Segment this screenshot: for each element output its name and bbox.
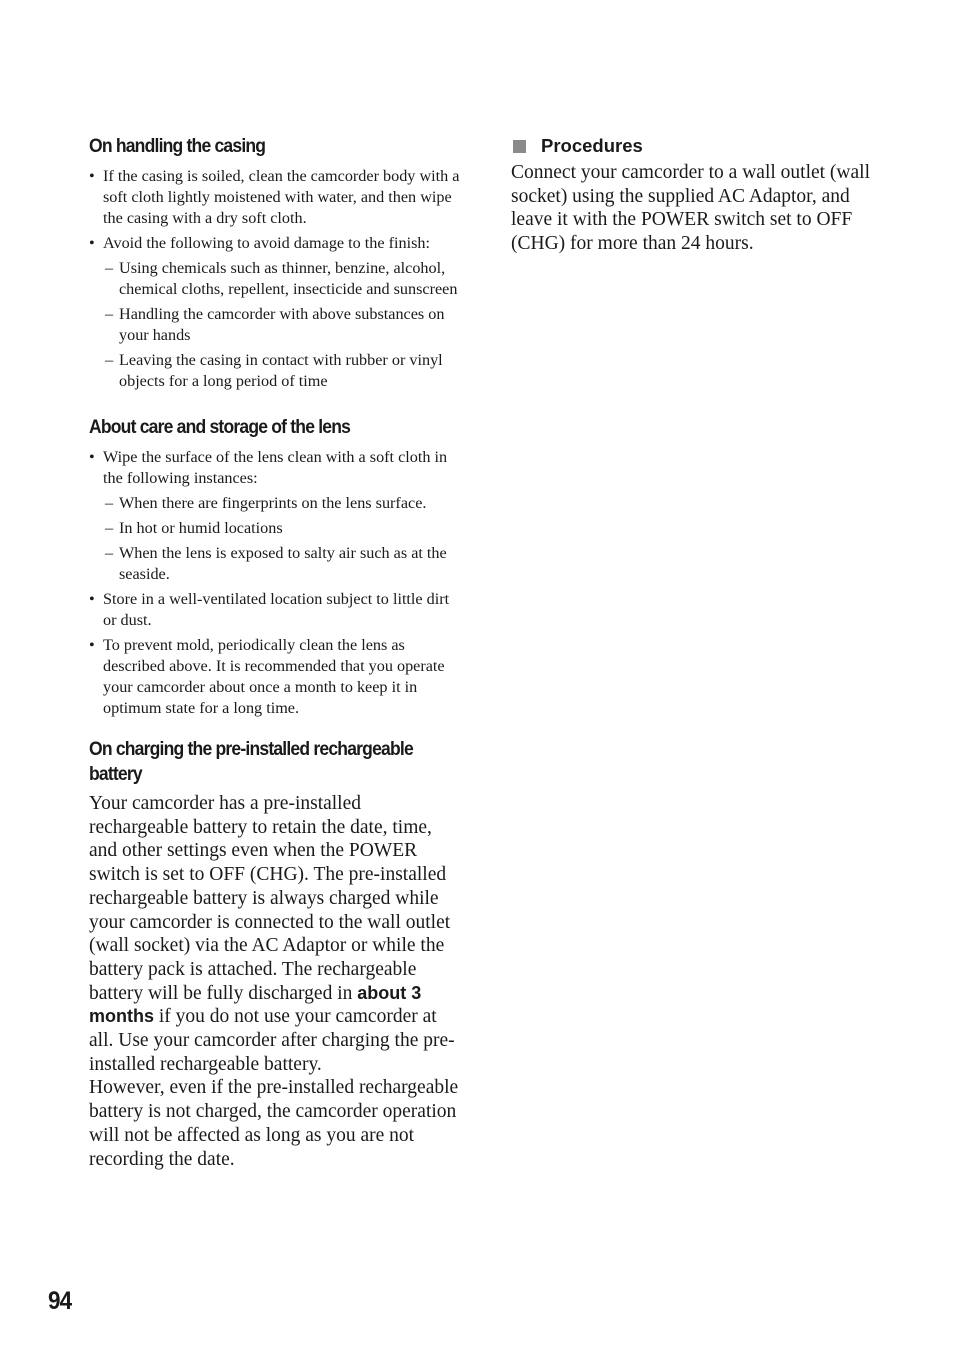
sub-list-item: – Using chemicals such as thinner, benzine, alcohol, chemical cloths, repellent, insecticide and sunscreen: [103, 258, 461, 300]
sub-list-item: – Handling the camcorder with above substances on your hands: [103, 304, 461, 346]
list-item: • To prevent mold, periodically clean the lens as described above. It is recommended that you operate your camcorder about once a month to keep it in optimum state for a long time.: [89, 635, 461, 719]
sub-list-item: – Leaving the casing in contact with rubber or vinyl objects for a long period of time: [103, 350, 461, 392]
charging-emphasis: about 3 months: [89, 982, 422, 1027]
charging-text: Your camcorder has a pre-installed rechargeable battery to retain the date, time, and other settings even when the POWER switch is set to OFF (CHG). The pre-installed rechargeable battery is always charged while your camcorder is connected to the wall outlet (wall socket) via the AC Adaptor or while the battery pack is attached. The rechargeable battery will be fully discharged in: [89, 793, 451, 1004]
list-item: [89, 233, 461, 392]
casing-bullet-list: [89, 166, 461, 392]
list-item: [89, 447, 461, 585]
procedures-heading-text: Procedures: [541, 135, 643, 156]
list-item-text: Wipe the surface of the lens clean with a soft cloth in the following instances:: [103, 448, 448, 487]
right-column: [511, 134, 883, 256]
list-item: • Store in a well-ventilated location subject to little dirt or dust.: [89, 589, 461, 631]
casing-heading: On handling the casing: [89, 135, 266, 157]
square-bullet-icon: [513, 140, 526, 153]
list-item-text: Avoid the following to avoid damage to the finish:: [103, 234, 430, 252]
procedures-heading: [511, 134, 883, 158]
list-item: • If the casing is soiled, clean the camcorder body with a soft cloth lightly moistened with water, and then wipe the casing with a dry soft cloth.: [89, 166, 461, 229]
lens-heading: About care and storage of the lens: [89, 416, 351, 438]
sub-list-item: – When there are fingerprints on the lens surface.: [103, 493, 461, 514]
sub-list-item: – When the lens is exposed to salty air such as at the seaside.: [103, 543, 461, 585]
sub-list-item: – In hot or humid locations: [103, 518, 461, 539]
charging-paragraph: [89, 792, 461, 1076]
charging-heading: On charging the pre-installed rechargeable battery: [89, 738, 413, 785]
procedures-paragraph: Connect your camcorder to a wall outlet (wall socket) using the supplied AC Adaptor, and leave it with the POWER switch set to OFF (CHG) for more than 24 hours.: [511, 162, 870, 255]
left-column: [89, 134, 461, 1171]
page-number: 94: [48, 1287, 72, 1315]
charging-paragraph-2: However, even if the pre-installed rechargeable battery is not charged, the camcorder operation will not be affected as long as you are not recording the date.: [89, 1077, 459, 1170]
casing-sub-list: [103, 258, 461, 392]
charging-text: if you do not use your camcorder at all. Use your camcorder after charging the pre-installed rechargeable battery.: [89, 1006, 455, 1075]
lens-sub-list: [103, 493, 461, 585]
lens-bullet-list: [89, 447, 461, 719]
